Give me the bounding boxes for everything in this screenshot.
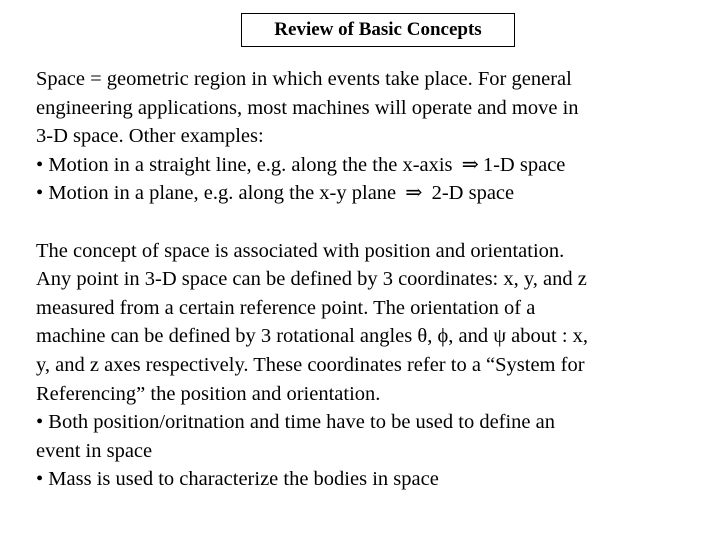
bullet-marker: • xyxy=(36,153,44,176)
bullet-text: Motion in a plane, e.g. along the x-y plane xyxy=(48,182,397,205)
text-line: Any point in 3-D space can be defined by 3 coordinates: x, y, and z xyxy=(36,268,587,291)
slide-body xyxy=(36,65,716,494)
text-line: 3-D space. Other examples: xyxy=(36,125,264,148)
implies-arrow-icon: ⇒ xyxy=(405,182,423,205)
bullet-2d-space xyxy=(36,179,716,208)
paragraph-spacer xyxy=(36,208,716,237)
text-line: The concept of space is associated with position and orientation. xyxy=(36,239,565,262)
text-line: Referencing” the position and orientation. xyxy=(36,382,381,405)
text-line: engineering applications, most machines will operate and move in xyxy=(36,96,579,119)
text-line: event in space xyxy=(36,439,153,462)
implies-arrow-icon: ⇒ xyxy=(461,153,479,176)
bullet-marker: • xyxy=(36,182,44,205)
bullet-text: Motion in a straight line, e.g. along the the x-axis xyxy=(48,153,453,176)
text-line: machine can be defined by 3 rotational angles θ, ϕ, and ψ about : x, xyxy=(36,325,589,348)
bullet-result: 2-D space xyxy=(431,182,515,205)
bullet-1d-space xyxy=(36,151,716,180)
bullet-result: 1-D space xyxy=(482,153,566,176)
text-line: measured from a certain reference point. The orientation of a xyxy=(36,296,536,319)
slide-title: Review of Basic Concepts xyxy=(241,13,515,47)
text-line: Space = geometric region in which events take place. For general xyxy=(36,68,572,90)
bullet-mass: • Mass is used to characterize the bodies in space xyxy=(36,468,439,491)
bullet-position-time: • Both position/oritnation and time have to be used to define an xyxy=(36,411,556,434)
text-line: y, and z axes respectively. These coordinates refer to a “System for xyxy=(36,353,585,376)
